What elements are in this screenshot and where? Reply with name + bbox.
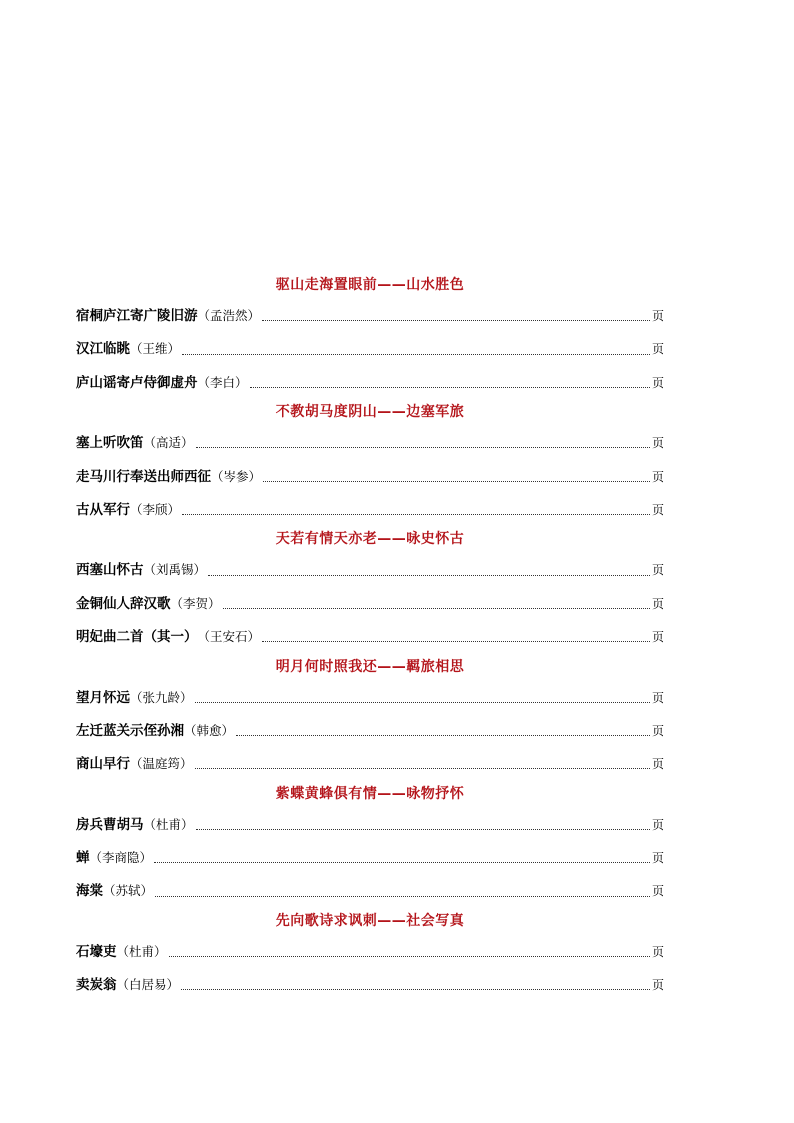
entry-title: 望月怀远 — [76, 689, 130, 706]
entry-title: 蝉 — [76, 850, 90, 867]
section-heading: 不教胡马度阴山——边塞军旅 — [275, 404, 465, 421]
section-heading: 驱山走海置眼前——山水胜色 — [275, 277, 465, 293]
entry-title: 左迁蓝关示侄孙湘 — [76, 722, 184, 739]
entry-author: （岑参） — [211, 468, 262, 484]
toc-entry[interactable] — [76, 493, 664, 526]
entry-title: 房兵曹胡马 — [76, 816, 144, 833]
dot-leader — [208, 565, 650, 576]
section-heading: 先向歌诗求讽刺——社会写真 — [275, 912, 465, 929]
dot-leader — [182, 344, 650, 355]
toc-entry[interactable] — [76, 620, 664, 653]
dot-leader — [262, 310, 650, 321]
toc-entry[interactable] — [76, 553, 664, 586]
entry-title: 商山早行 — [76, 756, 130, 773]
toc-entry[interactable] — [76, 460, 664, 493]
entry-page: 页 — [651, 309, 664, 323]
table-of-contents — [76, 272, 664, 1002]
entry-page: 页 — [651, 944, 664, 959]
entry-author: （王维） — [130, 341, 181, 357]
entry-author: （杜甫） — [116, 943, 167, 959]
entry-page: 页 — [651, 723, 664, 738]
entry-author: （高适） — [143, 435, 194, 451]
entry-page: 页 — [651, 502, 664, 517]
toc-entry[interactable] — [76, 935, 664, 968]
dot-leader — [169, 946, 650, 957]
toc-section — [76, 526, 664, 653]
dot-leader — [262, 631, 650, 642]
dot-leader — [154, 852, 650, 863]
entry-author: （杜甫） — [143, 816, 194, 832]
toc-section — [76, 654, 664, 781]
toc-entry[interactable] — [76, 874, 664, 907]
toc-section — [76, 399, 664, 526]
toc-entry[interactable] — [76, 681, 664, 714]
entry-page: 页 — [651, 596, 664, 611]
entry-title: 庐山谣寄卢侍御虚舟 — [76, 374, 198, 391]
entry-page: 页 — [651, 469, 664, 484]
entry-title: 走马川行奉送出师西征 — [76, 468, 211, 485]
entry-page: 页 — [651, 436, 664, 451]
entry-page: 页 — [651, 690, 664, 705]
section-heading: 天若有情天亦老——咏史怀古 — [275, 531, 465, 548]
entry-author: （刘禹锡） — [143, 562, 207, 578]
dot-leader — [250, 377, 650, 388]
dot-leader — [263, 471, 650, 482]
entry-page: 页 — [651, 630, 664, 645]
entry-page: 页 — [651, 884, 664, 899]
entry-title: 塞上听吹笛 — [76, 435, 144, 452]
dot-leader — [196, 437, 650, 448]
entry-page: 页 — [651, 851, 664, 866]
dot-leader — [181, 979, 650, 990]
toc-entry[interactable] — [76, 747, 664, 780]
toc-entry[interactable] — [76, 299, 664, 332]
entry-author: （孟浩然） — [197, 308, 261, 323]
entry-page: 页 — [651, 563, 664, 578]
section-heading: 明月何时照我还——羁旅相思 — [275, 658, 465, 675]
entry-page: 页 — [651, 978, 664, 993]
dot-leader — [196, 819, 650, 830]
entry-author: （白居易） — [116, 977, 180, 993]
entry-title: 古从军行 — [76, 501, 130, 518]
entry-page: 页 — [651, 817, 664, 832]
entry-page: 页 — [651, 757, 664, 772]
toc-section — [76, 908, 664, 1002]
entry-author: （张九龄） — [130, 689, 193, 705]
toc-entry[interactable] — [76, 841, 664, 874]
entry-title: 卖炭翁 — [76, 977, 117, 994]
entry-title: 金铜仙人辞汉歌 — [76, 595, 171, 612]
entry-title: 海棠 — [76, 883, 103, 900]
section-heading: 紫蝶黄蜂俱有情——咏物抒怀 — [275, 785, 465, 802]
toc-entry[interactable] — [76, 968, 664, 1001]
entry-author: （苏轼） — [103, 883, 154, 899]
toc-section — [76, 272, 664, 399]
toc-entry[interactable] — [76, 366, 664, 399]
toc-entry[interactable] — [76, 808, 664, 841]
dot-leader — [195, 758, 650, 769]
entry-title: 明妃曲二首（其一） — [76, 629, 198, 646]
dot-leader — [236, 725, 650, 736]
toc-entry[interactable] — [76, 587, 664, 620]
entry-author: （李商隐） — [89, 850, 153, 866]
entry-author: （王安石） — [197, 629, 261, 645]
dot-leader — [223, 598, 650, 609]
entry-page: 页 — [651, 375, 664, 390]
entry-title: 石壕吏 — [76, 943, 117, 960]
toc-section — [76, 781, 664, 908]
dot-leader — [195, 692, 650, 703]
entry-author: （李白） — [197, 374, 248, 390]
toc-entry[interactable] — [76, 426, 664, 459]
entry-title: 西塞山怀古 — [76, 562, 144, 579]
toc-entry[interactable] — [76, 332, 664, 365]
entry-page: 页 — [651, 342, 664, 357]
entry-title: 宿桐庐江寄广陵旧游 — [76, 308, 198, 324]
toc-entry[interactable] — [76, 714, 664, 747]
dot-leader — [182, 504, 650, 515]
entry-author: （韩愈） — [184, 722, 235, 738]
entry-author: （李颀） — [130, 501, 181, 517]
dot-leader — [155, 886, 650, 897]
entry-author: （温庭筠） — [130, 756, 193, 772]
entry-title: 汉江临眺 — [76, 341, 130, 358]
entry-author: （李贺） — [170, 595, 221, 611]
